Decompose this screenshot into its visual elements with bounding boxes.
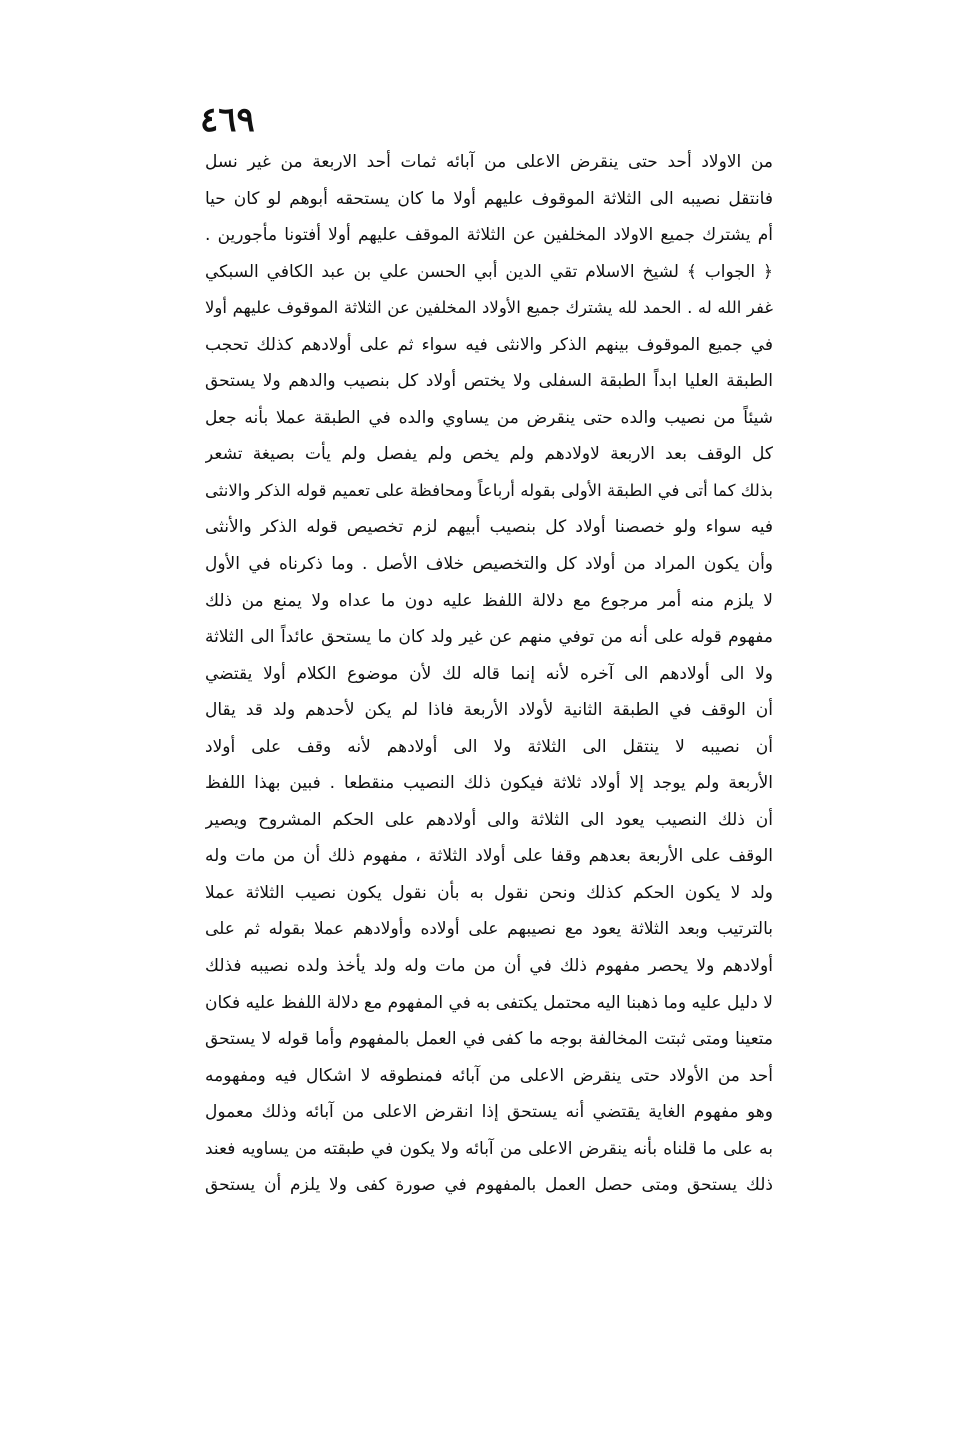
text-line: في جميع الموقوف بينهم الذكر والانثى فيه سواء ثم على أولادهم كذلك تحجب — [205, 334, 773, 355]
text-line: أولادهم ولا يحصر مفهوم ذلك في أن من مات وله ولد يأخذ ولده نصيبه فذلك — [205, 956, 773, 977]
text-line: ولا الى أولادهم الى آخره لأنه إنما قاله لك لأن موضوع الكلام أولا يقتضي — [205, 663, 773, 684]
text-line: بذلك كما أتى في الطبقة الأولى بقوله أرباعاً ومحافظة على تعميم قوله الذكر والانثى — [205, 480, 773, 500]
text-line: الأربعة ولم يوجد إلا أولاد ثلاثة فيكون ذلك النصيب منقطعا . فبين بهذا اللفظ — [205, 773, 773, 794]
text-line: كل الوقف بعد الاربعة لاولادهم ولم يخص ولم يفصل ولم يأت بصيغة تشعر — [205, 444, 773, 465]
text-line: ولد لا يكون الحكم كذلك ونحن نقول به بأن نقول يكون نصيب الثلاثة عملا — [205, 882, 773, 903]
text-line: أن الوقف في الطبقة الثانية لأولاد الأربعة فاذا لم يكن لأحدهم ولد قد يقال — [205, 700, 773, 721]
page-number: ٤٦٩ — [200, 100, 255, 140]
text-line: متعينا ومتى ثبتت المخالفة بوجه ما كفى في العمل بالمفهوم وأما قوله لا يستحق — [205, 1029, 773, 1050]
text-line: أن ذلك النصيب يعود الى الثلاثة والى أولادهم على الحكم المشروح ويصير — [205, 809, 773, 830]
text-line: غفر الله له . الحمد لله يشترك جميع الأولاد المخلفين عن الثلاثة الموقوف عليهم أولا — [205, 298, 773, 318]
text-line: أن نصيبه لا ينتقل الى الثلاثة ولا الى أولادهم لأنه وقف على أولاد — [205, 736, 773, 757]
text-line: ﴿ الجواب ﴾ لشيخ الاسلام تقي الدين أبي الحسن علي بن عبد الكافي السبكي — [205, 261, 773, 282]
text-line: شيئاً من نصيب والده حتى ينقرض من يساوي والده في الطبقة عملا بأنه جعل — [205, 407, 773, 428]
text-line: فيه سواء ولو خصصنا أولاد كل بنصيب أبيهم لزم تخصيص قوله الذكر والأنثى — [205, 517, 773, 538]
text-line: وهو مفهوم الغاية يقتضي أنه يستحق إذا انقرض الاعلى من آبائه وذلك معمول — [205, 1102, 773, 1123]
text-line: مفهوم قوله على أنه من توفي منهم عن غير ولد كان ما يستحق عائداً الى الثلاثة — [205, 627, 773, 648]
text-line: أم يشترك جميع الاولاد المخلفين عن الثلاثة الموقف عليهم أولا أفتونا مأجورين . — [205, 225, 773, 246]
text-line: لا يلزم منه أمر مرجوع مع دلالة اللفظ عليه دون ما عداه ولا يمنع من ذلك — [205, 590, 773, 611]
text-line: ذلك يستحق ومتى حصل العمل بالمفهوم في صورة كفى ولا يلزم أن يستحق — [205, 1175, 773, 1196]
text-line: الوقف على الأربعة بعدهم وقفا على أولاد الثلاثة ، مفهوم ذلك أن من مات وله — [205, 846, 773, 867]
text-line: به على ما قلناه بأنه ينقرض الاعلى من آبائه ولا يكون في طبقته من يساويه فعند — [205, 1138, 773, 1159]
text-line: من الاولاد أحد حتى ينقرض الاعلى من آبائه ثمات أحد الاربعة من غير نسل — [205, 152, 773, 172]
body-text — [205, 144, 773, 1204]
text-line: بالترتيب وبعد الثلاثة يعود مع نصيبهم على أولاده وأولادهم عملا بقوله ثم على — [205, 919, 773, 940]
text-line: وأن يكون المراد من أولاد كل والتخصيص خلاف الأصل . وما ذكرناه في الأول — [205, 554, 773, 575]
text-line: فانتقل نصيبه الى الثلاثة الموقوف عليهم أولا ما كان يستحقه أبوهم لو كان حيا — [205, 188, 773, 209]
text-line: لا دليل عليه وما ذهبنا اليه محتمل يكتفى به في المفهوم مع دلالة اللفظ عليه فكان — [205, 992, 773, 1013]
text-line: أحد من الأولاد حتى ينقرض الاعلى من آبائه فمنطوقه لا اشكال فيه ومفهومه — [205, 1065, 773, 1086]
text-line: الطبقة العليا ابداً الطبقة السفلى ولا يختص أولاد كل بنصيب والدهم ولا يستحق — [205, 371, 773, 392]
